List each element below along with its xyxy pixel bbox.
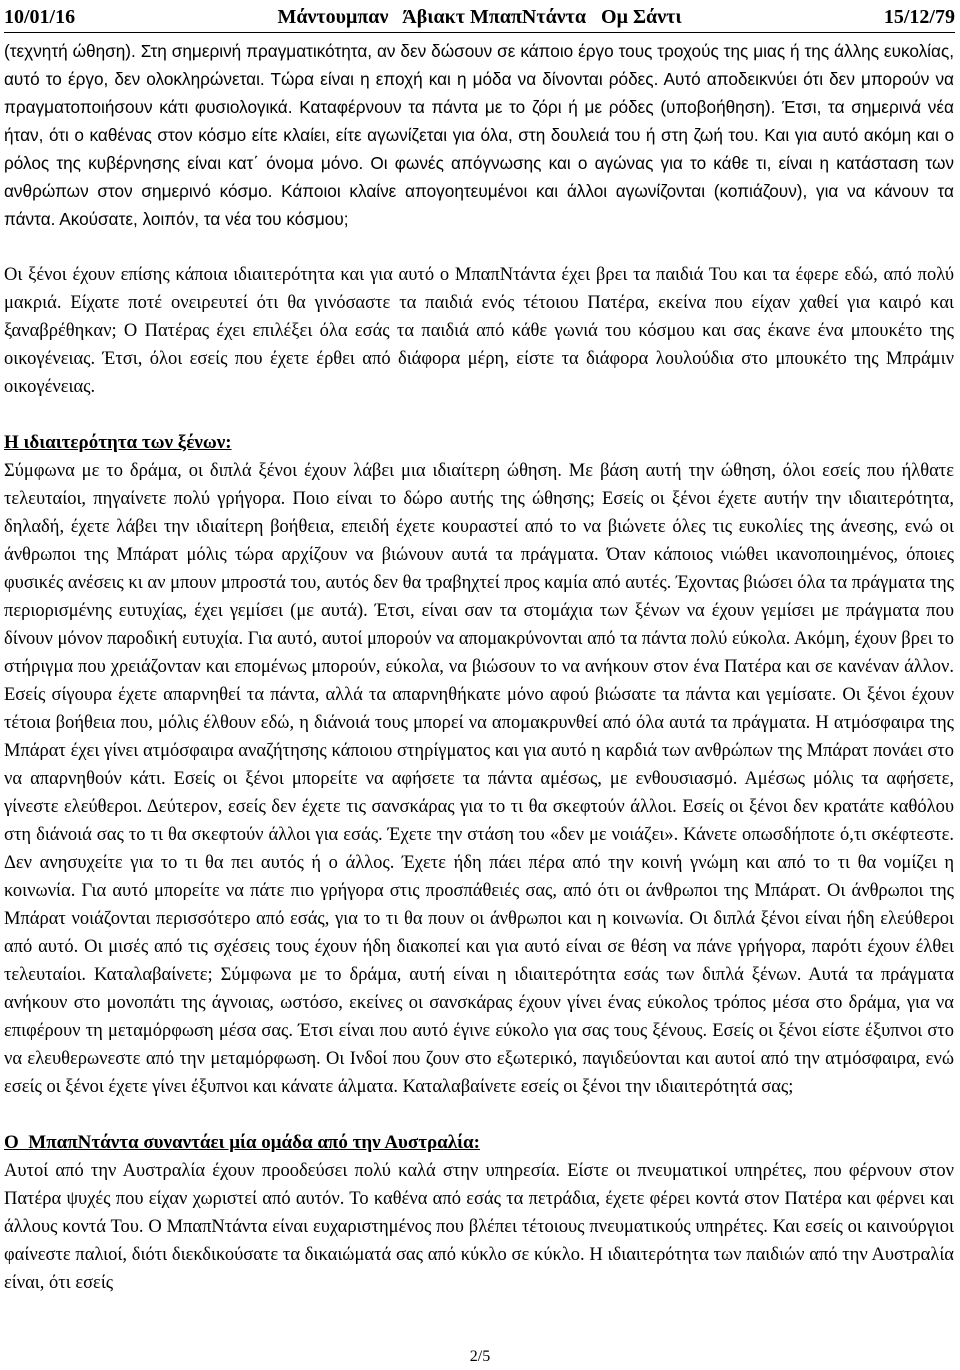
paragraph-4: Αυτοί από την Αυστραλία έχουν προοδεύσει πολύ καλά στην υπηρεσία. Είστε οι πνευματικοί υπηρέτες, που φέρνουν στον Πατέρα ψυχές που είχαν χωριστεί από αυτόν. Το καθένα από εσάς τα πετράδια, έχετε φέρει κοντά στον Πατέρα και φέρνει και άλλους κοντά Του. Ο ΜπαπΝτάντα είναι ευχαριστημένος που βλέπει τέτοιους πνευματικούς υπηρέτες. Και εσείς οι καινούργιοι φαίνεστε παλιοί, διότι διεκδικούσατε τα δικαιώματά σας από κύκλο σε κύκλο. Η ιδιαιτερότητα των παιδιών από την Αυστραλία είναι, ότι εσείς — [4, 1161, 954, 1293]
paragraph-1: (τεχνητή ώθηση). Στη σημερινή πραγματικότητα, αν δεν δώσουν σε κάποιο έργο τους τροχούς της μιας ή της άλλης ευκολίας, αυτό το έργο, δεν ολοκληρώνεται. Τώρα είναι η εποχή και η μόδα να δίνονται ρόδες. Αυτό αποδεικνύει ότι δεν μπορούν να πραγματοποιήσουν κάτι φυσιολογικά. Καταφέρνουν τα πάντα με το ζόρι ή με ρόδες (υποβοήθηση). Έτσι, τα σημερινά νέα ήταν, ότι ο καθένας στον κόσμο είτε κλαίει, είτε αγωνίζεται για όλα, στη δουλειά του ή στη ζωή του. Και για αυτό ακόμη και ο ρόλος της κυβέρνησης είναι κατ΄ όνομα μόνο. Οι φωνές απόγνωσης και ο αγώνας για το κάθε τι, είναι η κατάσταση των ανθρώπων στον σημερινό κόσμο. Κάποιοι κλαίνε απογοητευμένοι και άλλοι αγωνίζονται (κοπιάζουν), για να κάνουν τα πάντα. Ακούσατε, λοιπόν, τα νέα του κόσμου; — [4, 41, 954, 229]
page-number: 2/5 — [469, 1348, 491, 1365]
paragraph-gap — [4, 1101, 954, 1129]
paragraph-2: Οι ξένοι έχουν επίσης κάποια ιδιαιτερότητα και για αυτό ο ΜπαπΝτάντα έχει βρει τα παιδιά Του και τα έφερε εδώ, από πολύ μακριά. Είχατε ποτέ ονειρευτεί ότι θα γινόσαστε τα παιδιά ενός τέτοιου Πατέρα, εκείνα που είχαν χαθεί για καιρό και ξαναβρέθηκαν; Ο Πατέρας έχει επιλέξει όλα εσάς τα παιδιά από κάθε γωνιά του κόσμου και σας έκανε ένα μπουκέτο της οικογένειας. Έτσι, όλοι εσείς που έχετε έρθει από διάφορα μέρη, είστε τα διάφορα λουλούδια στο μπουκέτο της Μπράμιν οικογένειας. — [4, 265, 954, 397]
paragraph-3: Σύμφωνα με το δράμα, οι διπλά ξένοι έχουν λάβει μια ιδιαίτερη ώθηση. Με βάση αυτή την ώθηση, όλοι εσείς που ήλθατε τελευταίοι, πηγαίνετε πολύ γρήγορα. Ποιο είναι το δώρο αυτής της ώθησης; Εσείς οι ξένοι έχετε αυτήν την ιδιαιτερότητα, δηλαδή, έχετε λάβει την ιδιαίτερη βοήθεια, επειδή έχετε κουραστεί από το να βιώνετε όλες τις ευκολίες της άνεσης, ενώ οι άνθρωποι της Μπάρατ μόλις τώρα αρχίζουν να βιώνουν αυτά τα πράγματα. Όταν κάποιος νιώθει ικανοποιημένος, όποιες φυσικές ανέσεις κι αν μπουν μπροστά του, αυτός δεν θα τραβηχτεί προς καμία από αυτές. Έχοντας βιώσει όλα τα πράγματα της περιορισμένης ευτυχίας, έχει γεμίσει (με αυτά). Έτσι, είναι σαν τα στομάχια των ξένων να έχουν γεμίσει με πράγματα που δίνουν μόνον παροδική ευτυχία. Για αυτό, αυτοί μπορούν να απομακρύνονται από τα πάντα πολύ εύκολα. Ακόμη, έχουν βρει το στήριγμα που χρειάζονταν και επομένως μπορούν, εύκολα, να βιώσουν το να ανήκουν στον ένα Πατέρα και σε κανέναν άλλον. Εσείς σίγουρα έχετε απαρνηθεί τα πάντα, αλλά τα απαρνηθήκατε μόνο αφού βιώσατε τα πάντα και γεμίσατε. Οι ξένοι έχουν τέτοια βοήθεια που, μόλις έλθουν εδώ, η διάνοιά τους μπορεί να απομακρυνθεί από όλα αυτά τα πράγματα. Η ατμόσφαιρα της Μπάρατ έχει γίνει ατμόσφαιρα αναζήτησης κάποιου στηρίγματος και για αυτό η καρδιά των ανθρώπων της Μπάρατ πονάει στο να απαρνηθούν κάτι. Εσείς οι ξένοι μπορείτε να αφήσετε τα πάντα αμέσως, με ενθουσιασμό. Αμέσως μόλις τα αφήσετε, γίνεστε ελεύθεροι. Δεύτερον, εσείς δεν έχετε τις σανσκάρας για το τι θα σκεφτούν άλλοι. Εσείς οι ξένοι δεν κρατάτε καθόλου στη διάνοιά σας το τι θα σκεφτούν άλλοι για εσάς. Έχετε την στάση του «δεν με νοιάζει». Κάνετε οπωσδήποτε ό,τι σκέφτεστε. Δεν ανησυχείτε για το τι θα πει αυτός ή ο άλλος. Έχετε ήδη πάει πέρα από την κοινή γνώμη και από το τι θα νομίζει η κοινωνία. Για αυτό μπορείτε να πάτε πιο γρήγορα στις προσπάθειές σας, από ότι οι άνθρωποι της Μπάρατ. Οι άνθρωποι της Μπάρατ νοιάζονται περισσότερο από εσάς, για το τι θα πουν οι άνθρωποι και η κοινωνία. Οι διπλά ξένοι είναι ήδη ελεύθεροι από αυτό. Οι μισές από τις σχέσεις τους έχουν ήδη διακοπεί και για αυτό είναι σε θέση να πάνε γρήγορα, παρότι έχουν έλθει τελευταίοι. Καταλαβαίνετε; Σύμφωνα με το δράμα, αυτή είναι η ιδιαιτερότητα εσάς των διπλά ξένων. Αυτά τα πράγματα ανήκουν στο μονοπάτι της άγνοιας, ωστόσο, εκείνες οι σανσκάρας έχουν γίνει ένας εύκολος τρόπος μέσα στο δράμα, για να επιφέρουν τη μεταμόρφωση μέσα σας. Έτσι είναι που αυτό έγινε εύκολο για σας τους ξένους. Εσείς οι ξένοι είστε έξυπνοι στο να ελευθερωνεστε από την μεταμόρφωση. Οι Ινδοί που ζουν στο εξωτερικό, παγιδεύονται και αυτοί από την ατμόσφαιρα, ενώ εσείς οι ξένοι έχετε γίνει έξυπνοι και κάνατε άλματα. Καταλαβαίνετε εσείς οι ξένοι την ιδιαιτερότητά σας; — [4, 461, 954, 1097]
document-body — [4, 37, 954, 1297]
section-heading-foreigners: Η ιδιαιτερότητα των ξένων: — [4, 432, 232, 453]
page-header — [4, 2, 955, 33]
header-title: Μάντουμπαν Άβιακτ ΜπαπΝτάντα Ομ Σάντι — [277, 5, 682, 28]
paragraph-gap — [4, 401, 954, 429]
paragraph-gap — [4, 233, 954, 261]
section-heading-australia: Ο ΜπαπΝτάντα συναντάει μία ομάδα από την Αυστραλία: — [4, 1132, 480, 1153]
header-date-right: 15/12/79 — [883, 5, 955, 28]
header-date-left: 10/01/16 — [4, 5, 76, 28]
